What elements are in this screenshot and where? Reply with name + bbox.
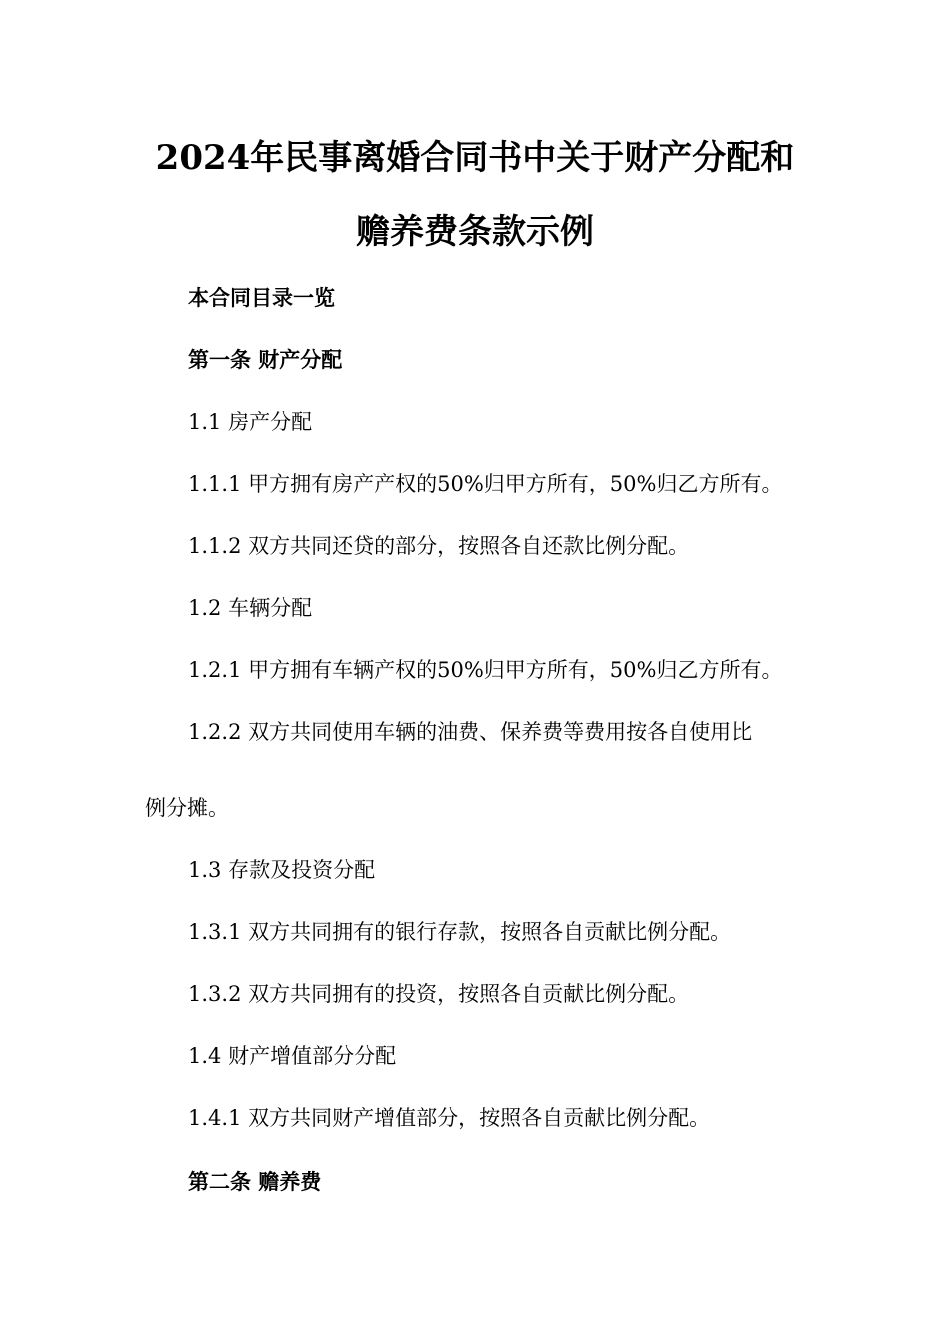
clause-1-2-2-continued: 例分摊。: [145, 796, 229, 820]
title-line-1: 2024年民事离婚合同书中关于财产分配和: [155, 138, 795, 178]
clause-1-2-2: 1.2.2 双方共同使用车辆的油费、保养费等费用按各自使用比: [188, 720, 753, 744]
clause-1-1-2: 1.1.2 双方共同还贷的部分，按照各自还款比例分配。: [188, 534, 690, 558]
clause-1-1-1: 1.1.1 甲方拥有房产产权的50%归甲方所有，50%归乙方所有。: [188, 472, 783, 496]
article-1-heading: 第一条 财产分配: [188, 347, 343, 372]
clause-1-2-1: 1.2.1 甲方拥有车辆产权的50%归甲方所有，50%归乙方所有。: [188, 658, 783, 682]
section-1-2: 1.2 车辆分配: [188, 596, 313, 620]
section-1-4: 1.4 财产增值部分分配: [188, 1044, 397, 1068]
article-2-heading: 第二条 赡养费: [188, 1169, 322, 1194]
clause-1-3-1: 1.3.1 双方共同拥有的银行存款，按照各自贡献比例分配。: [188, 920, 732, 944]
title-line-2: 赡养费条款示例: [356, 212, 594, 252]
section-1-1: 1.1 房产分配: [188, 410, 313, 434]
section-1-3: 1.3 存款及投资分配: [188, 858, 376, 882]
clause-1-4-1: 1.4.1 双方共同财产增值部分，按照各自贡献比例分配。: [188, 1106, 711, 1130]
toc-heading: 本合同目录一览: [188, 285, 335, 310]
clause-1-3-2: 1.3.2 双方共同拥有的投资，按照各自贡献比例分配。: [188, 982, 690, 1006]
